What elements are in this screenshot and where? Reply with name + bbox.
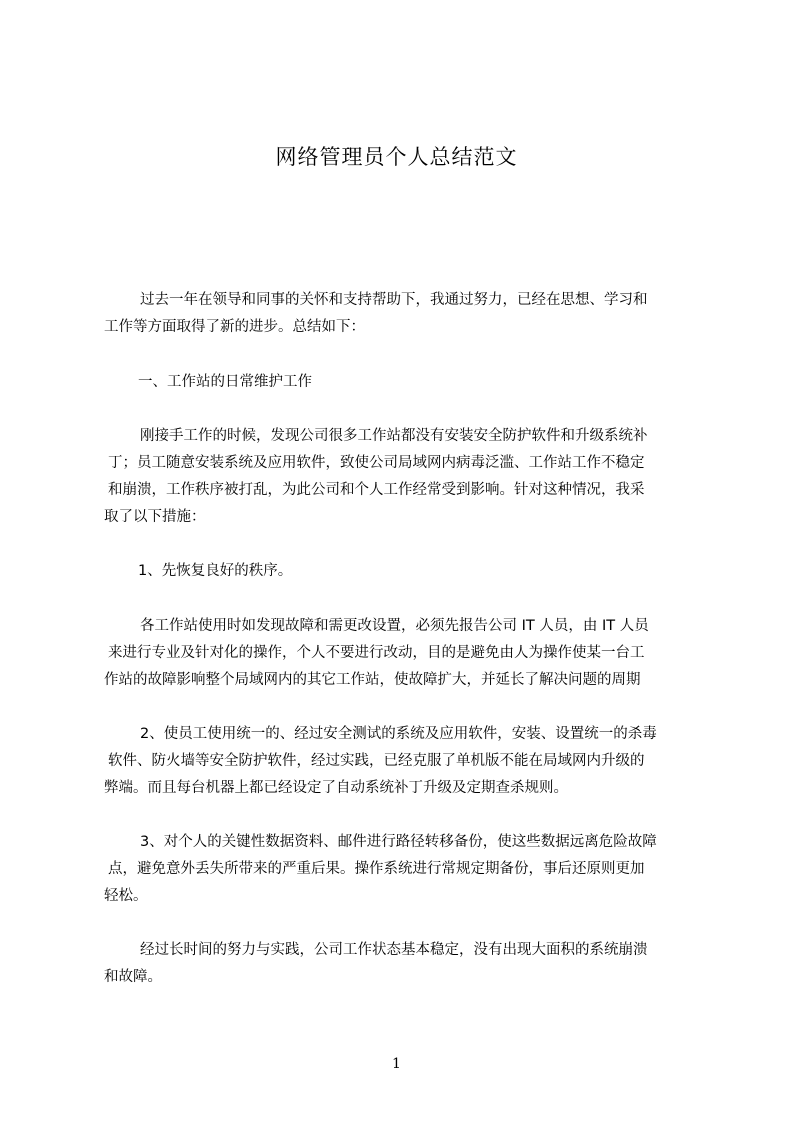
- paragraph-4-line-2: 和故障。: [104, 969, 162, 985]
- list-item-3-line-3: 轻松。: [104, 888, 148, 904]
- paragraph-1-line-1: 过去一年在领导和同事的关怀和支持帮助下，我通过努力，已经在思想、学习和: [140, 292, 648, 308]
- paragraph-2-line-1: 刚接手工作的时候，发现公司很多工作站都没有安装安全防护软件和升级系统补: [140, 428, 648, 444]
- list-item-3-line-2: 点，避免意外丢失所带来的严重后果。操作系统进行常规定期备份，事后还原则更加: [108, 861, 645, 877]
- page-number: 1: [392, 1056, 401, 1072]
- list-item-2-line-3: 弊端。而且每台机器上都已经设定了自动系统补丁升级及定期查杀规则。: [104, 780, 568, 796]
- list-item-3-line-1: 3、对个人的关键性数据资料、邮件进行路径转移备份，使这些数据远离危险故障: [140, 834, 657, 850]
- paragraph-3-line-1: 各工作站使用时如发现故障和需更改设置，必须先报告公司 IT 人员，由 IT 人员: [140, 618, 649, 634]
- paragraph-3-line-3: 作站的故障影响整个局域网内的其它工作站，使故障扩大，并延长了解决问题的周期: [104, 672, 641, 688]
- paragraph-2-line-2: 丁；员工随意安装系统及应用软件，致使公司局域网内病毒泛滥、工作站工作不稳定: [108, 455, 645, 471]
- document-title: 网络管理员个人总结范文: [275, 145, 518, 169]
- list-item-2-line-2: 软件、防火墙等安全防护软件，经过实践，已经克服了单机版不能在局域网内升级的: [108, 753, 645, 769]
- section-heading-1: 一、工作站的日常维护工作: [138, 374, 312, 390]
- paragraph-4-line-1: 经过长时间的努力与实践，公司工作状态基本稳定，没有出现大面积的系统崩溃: [140, 942, 648, 958]
- paragraph-1-line-2: 工作等方面取得了新的进步。总结如下：: [104, 319, 365, 335]
- list-item-2-line-1: 2、使员工使用统一的、经过安全测试的系统及应用软件，安装、设置统一的杀毒: [140, 726, 657, 742]
- paragraph-3-line-2: 来进行专业及针对化的操作，个人不要进行改动，目的是避免由人为操作使某一台工: [108, 645, 645, 661]
- list-item-1: 1、先恢复良好的秩序。: [138, 563, 293, 579]
- paragraph-2-line-4: 取了以下措施：: [104, 509, 206, 525]
- paragraph-2-line-3: 和崩溃，工作秩序被打乱，为此公司和个人工作经常受到影响。针对这种情况，我采: [108, 482, 645, 498]
